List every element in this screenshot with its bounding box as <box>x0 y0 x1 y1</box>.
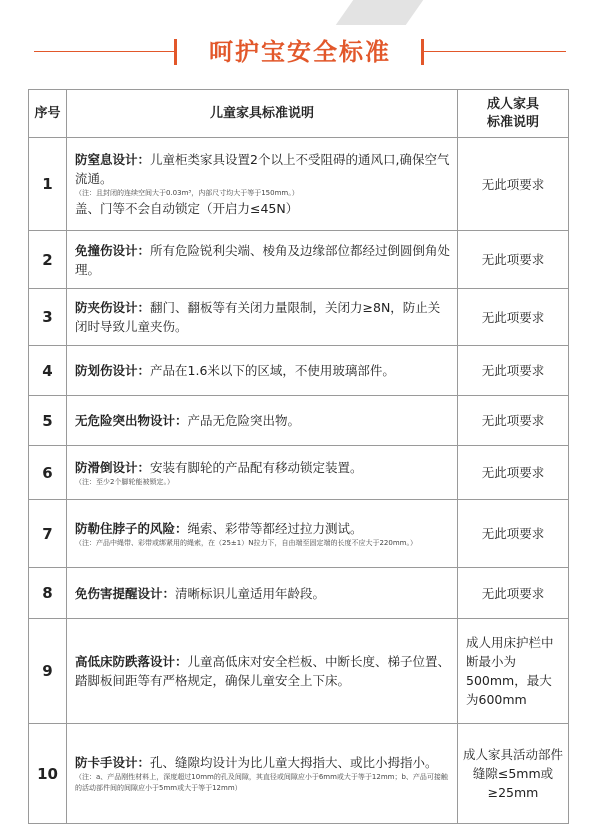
header-child: 儿童家具标准说明 <box>67 90 458 138</box>
header-num: 序号 <box>29 90 67 138</box>
row-adult: 无此项要求 <box>458 289 569 346</box>
row-text: 产品在1.6米以下的区域，不使用玻璃部件。 <box>150 363 395 378</box>
row-label: 防划伤设计： <box>75 363 151 378</box>
row-adult: 无此项要求 <box>458 138 569 231</box>
row-desc <box>67 568 458 619</box>
row-adult: 无此项要求 <box>458 446 569 500</box>
row-text: 绳索、彩带等都经过拉力测试。 <box>187 520 363 536</box>
row-desc <box>67 346 458 396</box>
row-adult: 成人用床护栏中断最小为500mm，最大为600mm <box>458 619 569 724</box>
row-adult: 成人家具活动部件缝隙≤5mm或≥25mm <box>458 724 569 824</box>
row-text: 安装有脚轮的产品配有移动锁定装置。 <box>150 459 363 475</box>
row-text: 儿童高低床对安全栏板、中断长度、梯子位置、踏脚板间距等有严格规定，确保儿童安全上下床。 <box>75 654 451 688</box>
table-row <box>29 289 569 346</box>
row-label: 防勒住脖子的风险： <box>75 520 188 536</box>
row-num: 9 <box>29 619 67 724</box>
row-desc <box>67 724 458 824</box>
title-bar-right <box>421 39 424 65</box>
row-text: 清晰标识儿童适用年龄段。 <box>175 585 326 601</box>
row-desc <box>67 231 458 289</box>
row-label: 防卡手设计： <box>75 755 151 770</box>
row-desc <box>67 619 458 724</box>
row-text: 产品无危险突出物。 <box>187 413 301 428</box>
page-title: 呵护宝安全标准 <box>209 38 391 66</box>
row-note: （注：且封闭的连续空间大于0.03m³，内部尺寸均大于等于150mm。） <box>75 189 299 197</box>
row-num: 6 <box>29 446 67 500</box>
row-note: （注：产品中绳带、彩带或绑紧用的绳索，在（25±1）N拉力下，自由端至固定端的长度不应大于220mm。） <box>75 538 417 547</box>
row-note: （注：a、产品刚性材料上，深度超过10mm的孔及间隙，其直径或间隙应小于6mm或大于等于12mm；b、产品可接触的活动部件间的间隙应小于5mm或大于等于12mm） <box>75 773 448 792</box>
row-num: 1 <box>29 138 67 231</box>
row-label: 防窒息设计： <box>75 152 151 167</box>
row-extra: 盖、门等不会自动锁定（开启力≤45N） <box>75 201 299 216</box>
row-note: （注：至少2个脚轮能被锁定。） <box>75 477 174 486</box>
row-text: 孔、缝隙均设计为比儿童大拇指大、或比小拇指小。 <box>150 755 438 770</box>
table-row <box>29 619 569 724</box>
table-row <box>29 724 569 824</box>
row-desc <box>67 446 458 500</box>
row-label: 防夹伤设计： <box>75 300 151 315</box>
row-text: 儿童柜类家具设置2个以上不受阻碍的通风口,确保空气流通。 <box>75 152 450 186</box>
row-desc <box>67 396 458 446</box>
row-desc <box>67 289 458 346</box>
row-num: 10 <box>29 724 67 824</box>
table-row <box>29 231 569 289</box>
table-row <box>29 446 569 500</box>
row-desc <box>67 138 458 231</box>
table-row <box>29 346 569 396</box>
row-num: 7 <box>29 500 67 568</box>
row-text: 所有危险锐利尖端、棱角及边缘部位都经过倒圆倒角处理。 <box>75 242 451 277</box>
title-line-left <box>34 51 174 52</box>
title-line-right <box>424 51 566 52</box>
row-label: 防滑倒设计： <box>75 459 151 475</box>
table-row <box>29 396 569 446</box>
table-row <box>29 500 569 568</box>
row-label: 无危险突出物设计： <box>75 413 188 428</box>
table-row <box>29 568 569 619</box>
row-desc <box>67 500 458 568</box>
row-num: 8 <box>29 568 67 619</box>
row-adult: 无此项要求 <box>458 568 569 619</box>
row-num: 3 <box>29 289 67 346</box>
row-num: 5 <box>29 396 67 446</box>
row-adult: 无此项要求 <box>458 396 569 446</box>
title-banner <box>0 35 600 69</box>
row-adult: 无此项要求 <box>458 346 569 396</box>
table-row <box>29 138 569 231</box>
table-header-row <box>29 90 569 138</box>
decorative-top-shape <box>336 0 445 25</box>
header-adult: 成人家具标准说明 <box>458 90 569 138</box>
row-num: 2 <box>29 231 67 289</box>
row-label: 免伤害提醒设计： <box>75 585 176 601</box>
standards-table <box>28 89 569 824</box>
row-label: 高低床防跌落设计： <box>75 654 188 669</box>
row-num: 4 <box>29 346 67 396</box>
row-adult: 无此项要求 <box>458 231 569 289</box>
row-adult: 无此项要求 <box>458 500 569 568</box>
row-label: 免撞伤设计： <box>75 242 151 258</box>
title-bar-left <box>174 39 177 65</box>
row-text: 翻门、翻板等有关闭力量限制，关闭力≥8N，防止关闭时导致儿童夹伤。 <box>75 300 441 334</box>
